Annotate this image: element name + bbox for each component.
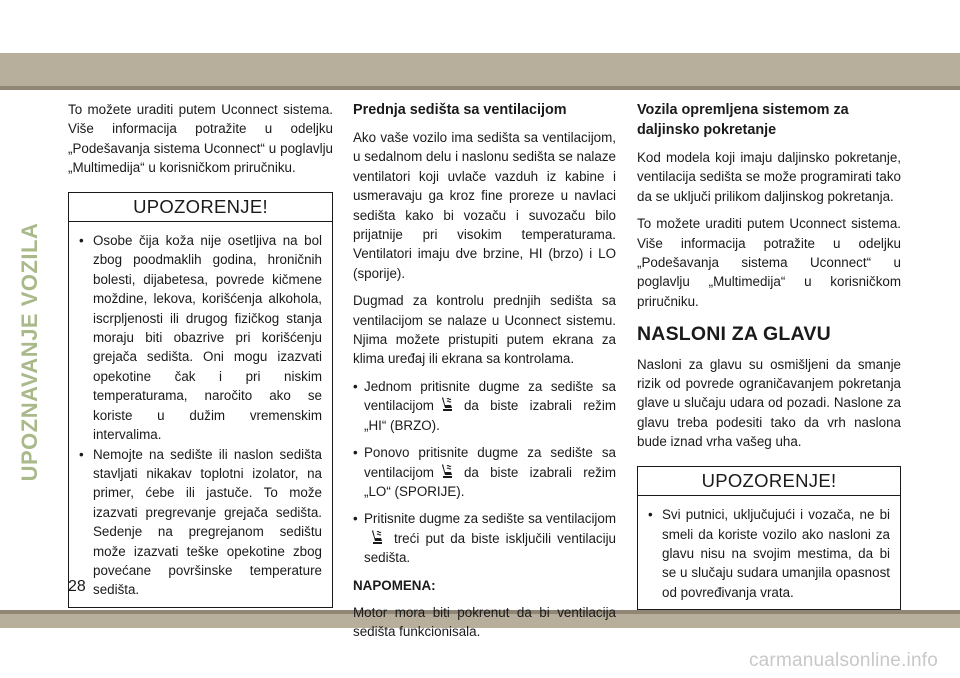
warning-title-2: UPOZORENJE!: [638, 467, 900, 496]
warning-item: • Svi putnici, uključujući i vozača, ne bi smeli da koriste vozilo ako nasloni za glavu nisu na svojim mestima, da bi se u slučaju sudara umanjila opasnost od povređivanja vrata.: [648, 505, 890, 602]
note-heading: NAPOMENA:: [353, 577, 436, 593]
ventilated-seats-heading: Prednja sedišta sa ventilacijom: [353, 102, 567, 118]
note-text: Motor mora biti pokrenut da bi ventilacija sedišta funkcionisala.: [353, 604, 616, 640]
header-band-line: [0, 86, 960, 90]
header-band: [0, 53, 960, 86]
warning-title-1: UPOZORENJE!: [69, 193, 332, 222]
col2-paragraph-2: Dugmad za kontrolu prednjih sedišta sa ventilacijom se nalaze u Uconnect sistemu. Njima možete pristupiti putem ekrana za klima uređaj ili ekrana sa kontrolama.: [353, 293, 616, 367]
bullet-text-after: da biste izabrali režim „HI“ (BRZO).: [364, 398, 616, 433]
column-3: [637, 100, 901, 610]
ventilated-seat-icon: [440, 463, 454, 479]
instruction-bullet-2: [353, 443, 616, 501]
warning-item: • Osobe čija koža nije osetljiva na bol zbog poodmaklih godina, hroničnih bolesti, dijabetesa, povrede kičmene moždine, lekova, korišćenja alkohola, iscrpljenosti ili drugog fizičkog stanja moraju biti obazrive pri korišćenju grejača sedišta. Oni mogu izazvati opekotine čak i pri niskim temperaturama, naročito ako se koriste u dužim vremenskim intervalima.: [79, 231, 322, 444]
page-number: 28: [68, 578, 86, 595]
bullet-text-before: Jednom pritisnite dugme za sedište sa ventilacijom: [364, 378, 616, 414]
col3-paragraph-2: To možete uraditi putem Uconnect sistema. Više informacija potražite u odeljku „Podešavanja sistema Uconnect“ u poglavlju „Multimedija“ u korisničkom priručniku.: [637, 216, 901, 309]
instruction-bullet-1: [353, 377, 616, 435]
col3-paragraph-3: Nasloni za glavu su osmišljeni da smanje rizik od povrede ograničavanjem pokretanja glave u slučaju udara od pozadi. Naslone za glavu treba podesiti tako da vrh naslona bude iznad vrha vašeg uha.: [637, 356, 901, 450]
head-restraints-heading: NASLONI ZA GLAVU: [637, 323, 831, 346]
bullet-text-after: da biste izabrali režim „LO“ (SPORIJE).: [364, 464, 616, 499]
ventilated-seat-icon: [370, 529, 384, 545]
column-1: [68, 100, 333, 608]
instruction-bullet-3: [353, 509, 616, 567]
warning-item: • Nemojte na sedište ili naslon sedišta stavljati nikakav toplotni izolator, na primer, ćebe ili jastuče. To može izazvati pregrevanje grejača sedišta. Sedenje na pregrejanom sedištu može izazvati teške opekotine zbog povećane površinske temperature sedišta.: [79, 445, 322, 600]
side-section-title: UPOZNAVANJE VOZILA: [17, 222, 42, 482]
watermark: carmanualsonline.info: [748, 650, 938, 671]
column-2: [353, 100, 616, 650]
warning-list-1: [69, 222, 332, 607]
warning-list-2: [638, 496, 900, 609]
warning-box-2: [637, 466, 901, 610]
col3-paragraph-1: Kod modela koji imaju daljinsko pokretanje, ventilacija sedišta se može programirati tako da se uključi prilikom daljinskog pokretanja.: [637, 150, 901, 204]
ventilated-seat-icon: [440, 396, 454, 412]
col2-paragraph-1: Ako vaše vozilo ima sedišta sa ventilacijom, u sedalnom delu i naslonu sedišta se nalaze ventilatori koji uvlače vazduh iz kabine i usmeravaju ga kroz fine proreze u navlaci sedišta kako bi vozaču i suvozaču bilo prijatnije pri visokim temperaturama. Ventilatori imaju dve brzine, HI (brzo) i LO (sporije).: [353, 130, 616, 281]
bullet-text-before: Ponovo pritisnite dugme za sedište sa ventilacijom: [364, 445, 616, 480]
bullet-text-after: treći put da biste isključili ventilaciju sedišta.: [364, 530, 616, 566]
remote-start-heading: Vozila opremljena sistemom za daljinsko pokretanje: [637, 102, 849, 138]
bullet-text-before: Pritisnite dugme za sedište sa ventilacijom: [364, 511, 616, 527]
warning-box-1: [68, 192, 333, 608]
col1-intro: To možete uraditi putem Uconnect sistema. Više informacija potražite u odeljku „Podešavanja sistema Uconnect“ u poglavlju „Multimedija“ u korisničkom priručniku.: [68, 102, 333, 176]
